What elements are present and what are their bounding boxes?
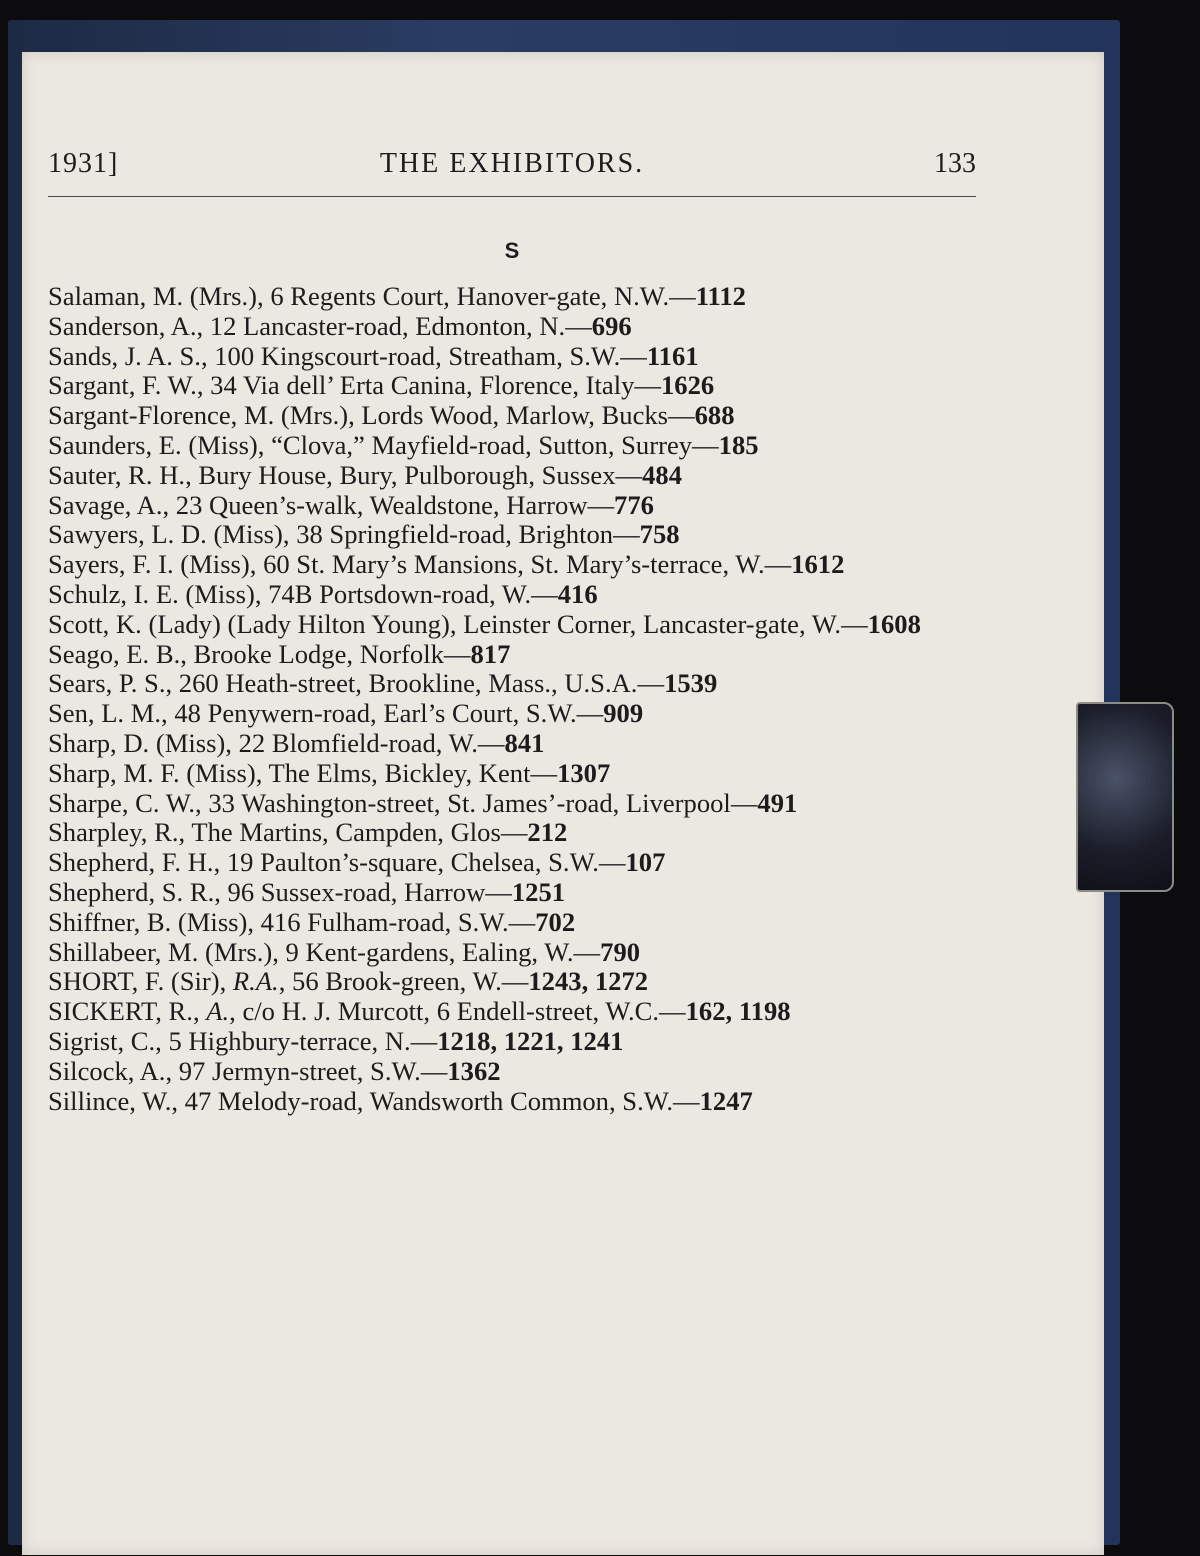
exhibitor-name: Sargant, F. W. [48,370,197,401]
exhibit-numbers: 1251 [511,876,566,907]
exhibitor-address: 416 Fulham-road, S.W. [260,906,509,937]
exhibitor-name: Sharpley, R. [48,817,179,848]
exhibitor-name: Sharp, D. (Miss) [48,727,226,758]
exhibitor-entry: Sharp, M. F. (Miss), The Elms, Bickley, Kent—1307 [48,757,611,788]
exhibitor-address: 260 Heath-street, Brookline, Mass., U.S.A. [178,668,638,699]
exhibit-numbers: 758 [639,519,680,550]
exhibitor-address: 19 Paulton’s-square, Chelsea, S.W. [226,847,599,878]
exhibitor-name: Shepherd, S. R. [48,876,215,907]
exhibitor-address: 56 Brook-green, W. [292,966,502,997]
exhibitor-address: 60 St. Mary’s Mansions, St. Mary’s-terrace, W. [263,549,765,580]
exhibitor-name: Seago, E. B. [48,638,181,669]
exhibitor-entry: Shiffner, B. (Miss), 416 Fulham-road, S.W.—702 [48,906,576,937]
exhibitor-address: Bury House, Bury, Pulborough, Sussex [198,459,616,490]
exhibitor-name: SICKERT, R. [48,996,193,1027]
exhibitor-address: 12 Lancaster-road, Edmonton, N. [209,310,566,341]
exhibitor-entry: Savage, A., 23 Queen’s-walk, Wealdstone, Harrow—776 [48,489,654,520]
exhibitor-name: Sayers, F. I. (Miss) [48,549,250,580]
exhibitor-address: The Martins, Campden, Glos [191,817,501,848]
exhibitor-name: Sharp, M. F. (Miss) [48,757,256,788]
exhibit-numbers: 696 [591,310,632,341]
exhibitor-address: 100 Kingscourt-road, Streatham, S.W. [214,340,621,371]
exhibitor-name: Scott, K. (Lady) (Lady Hilton Young) [48,608,450,639]
exhibit-numbers: 1626 [661,370,715,401]
exhibit-numbers: 107 [625,847,666,878]
exhibitor-entry: Sargant-Florence, M. (Mrs.), Lords Wood, Marlow, Bucks—688 [48,400,735,431]
exhibitor-entry: Sanderson, A., 12 Lancaster-road, Edmonton, N.—696 [48,310,632,341]
exhibitor-entry: SHORT, F. (Sir), R.A., 56 Brook-green, W.—1243, 1272 [48,966,649,997]
exhibit-numbers: 1247 [699,1085,753,1116]
exhibitor-name: Savage, A. [48,489,163,520]
exhibit-numbers: 416 [557,578,598,609]
exhibitor-name: Shillabeer, M. (Mrs.) [48,936,273,967]
exhibitor-entry: Sawyers, L. D. (Miss), 38 Springfield-road, Brighton—758 [48,519,680,550]
exhibitor-entry: Schulz, I. E. (Miss), 74B Portsdown-road, W.—416 [48,578,598,609]
page-number: 133 [934,148,976,179]
section-letter: S [504,238,520,263]
exhibit-numbers: 841 [504,727,545,758]
exhibitor-address: 5 Highbury-terrace, N. [168,1025,411,1056]
exhibitor-name: Sands, J. A. S. [48,340,201,371]
exhibitor-entry: Seago, E. B., Brooke Lodge, Norfolk—817 [48,638,511,669]
exhibitor-name: Sen, L. M. [48,698,162,729]
exhibit-numbers: 1243, 1272 [528,966,649,997]
exhibitor-name: SHORT, F. (Sir) [48,966,220,997]
exhibitor-entry: Sargant, F. W., 34 Via dell’ Erta Canina, Florence, Italy—1626 [48,370,715,401]
exhibitor-honours: A. [206,996,230,1027]
exhibitor-address: The Elms, Bickley, Kent [268,757,531,788]
exhibitor-address: 74B Portsdown-road, W. [268,578,532,609]
exhibitor-name: Sauter, R. H. [48,459,186,490]
exhibit-numbers: 1539 [664,668,718,699]
exhibitor-entry: Sears, P. S., 260 Heath-street, Brookline, Mass., U.S.A.—1539 [48,668,718,699]
exhibitor-address: 47 Melody-road, Wandsworth Common, S.W. [184,1085,674,1116]
exhibitor-entry: Sen, L. M., 48 Penywern-road, Earl’s Court, S.W.—909 [48,698,644,729]
exhibit-numbers: 688 [694,400,735,431]
exhibitor-honours: R.A. [232,966,279,997]
exhibitor-entry: Saunders, E. (Miss), “Clova,” Mayfield-road, Sutton, Surrey—185 [48,429,759,460]
exhibitor-entry: Sigrist, C., 5 Highbury-terrace, N.—1218, 1221, 1241 [48,1025,624,1056]
exhibitor-name: Silcock, A. [48,1055,166,1086]
exhibit-numbers: 1608 [867,608,921,639]
exhibitor-entry: Sillince, W., 47 Melody-road, Wandsworth Common, S.W.—1247 [48,1085,753,1116]
exhibit-numbers: 1161 [646,340,699,371]
exhibit-numbers: 776 [614,489,654,520]
exhibit-numbers: 1112 [695,281,746,311]
exhibit-numbers: 909 [603,698,644,729]
exhibit-numbers: 162, 1198 [685,996,791,1027]
exhibitor-entry: Shillabeer, M. (Mrs.), 9 Kent-gardens, Ealing, W.—790 [48,936,641,967]
exhibitor-entry: Shepherd, F. H., 19 Paulton’s-square, Chelsea, S.W.—107 [48,847,666,878]
exhibitor-address: 34 Via dell’ Erta Canina, Florence, Italy [210,370,635,401]
exhibitor-name: Sawyers, L. D. (Miss) [48,519,283,550]
exhibitor-list [48,282,978,1116]
exhibitor-address: 97 Jermyn-street, S.W. [178,1055,421,1086]
exhibitor-entry: Sharp, D. (Miss), 22 Blomfield-road, W.—841 [48,727,545,758]
exhibitor-name: Sanderson, A. [48,310,197,341]
exhibit-numbers: 817 [470,638,511,669]
exhibit-numbers: 484 [642,459,682,490]
exhibitor-name: Saunders, E. (Miss) [48,429,258,460]
exhibitor-name: Sharpe, C. W. [48,787,196,818]
header-title: THE EXHIBITORS. [379,148,645,179]
exhibitor-entry: Shepherd, S. R., 96 Sussex-road, Harrow—1251 [48,876,566,907]
exhibit-numbers: 1218, 1221, 1241 [437,1025,624,1056]
exhibitor-address: 33 Washington-street, St. James’-road, Liverpool [208,787,731,818]
exhibitor-address: 6 Regents Court, Hanover-gate, N.W. [270,281,670,311]
exhibit-numbers: 1307 [557,757,611,788]
exhibit-numbers: 1612 [791,549,845,580]
exhibitor-address: 48 Penywern-road, Earl’s Court, S.W. [174,698,577,729]
exhibitor-entry: Sands, J. A. S., 100 Kingscourt-road, Streatham, S.W.—1161 [48,340,699,371]
header-rule [48,196,976,197]
exhibitor-address: 23 Queen’s-walk, Wealdstone, Harrow [175,489,588,520]
exhibitor-address: “Clova,” Mayfield-road, Sutton, Surrey [271,429,693,460]
running-header [48,148,976,188]
header-year: 1931] [48,148,119,179]
exhibitor-name: Sigrist, C. [48,1025,156,1056]
exhibitor-address: 38 Springfield-road, Brighton [296,519,614,550]
exhibitor-entry: Sharpley, R., The Martins, Campden, Glos—212 [48,817,568,848]
exhibitor-address: Lords Wood, Marlow, Bucks [361,400,669,431]
exhibitor-name: Sillince, W. [48,1085,172,1116]
exhibit-numbers: 491 [757,787,798,818]
exhibitor-entry: Sauter, R. H., Bury House, Bury, Pulborough, Sussex—484 [48,459,682,490]
exhibitor-address: 96 Sussex-road, Harrow [227,876,486,907]
exhibit-numbers: 702 [535,906,576,937]
exhibitor-address: 22 Blomfield-road, W. [238,727,478,758]
exhibit-numbers: 212 [527,817,568,848]
exhibitor-entry: Sharpe, C. W., 33 Washington-street, St. James’-road, Liverpool—491 [48,787,798,818]
exhibitor-entry: Silcock, A., 97 Jermyn-street, S.W.—1362 [48,1055,501,1086]
exhibitor-name: Schulz, I. E. (Miss) [48,578,255,609]
exhibitor-name: Shiffner, B. (Miss) [48,906,248,937]
exhibitor-entry: Sayers, F. I. (Miss), 60 St. Mary’s Mansions, St. Mary’s-terrace, W.—1612 [48,549,845,580]
exhibit-numbers: 790 [600,936,641,967]
exhibitor-address: c/o H. J. Murcott, 6 Endell-street, W.C. [242,996,660,1027]
exhibitor-entry: SICKERT, R., A., c/o H. J. Murcott, 6 Endell-street, W.C.—162, 1198 [48,996,791,1027]
exhibit-numbers: 1362 [447,1055,501,1086]
exhibitor-name: Sargant-Florence, M. (Mrs.) [48,400,349,431]
exhibitor-address: Leinster Corner, Lancaster-gate, W. [463,608,842,639]
exhibitor-entry: Salaman, M. (Mrs.), 6 Regents Court, Hanover-gate, N.W.—1112 [48,281,746,311]
exhibitor-name: Salaman, M. (Mrs.) [48,281,258,311]
exhibitor-address: 9 Kent-gardens, Ealing, W. [285,936,574,967]
exhibit-numbers: 185 [718,429,759,460]
exhibitor-entry: Scott, K. (Lady) (Lady Hilton Young), Leinster Corner, Lancaster-gate, W.—1608 [48,608,921,639]
page-marker-tab [1076,702,1174,892]
exhibitor-address: Brooke Lodge, Norfolk [193,638,444,669]
exhibitor-name: Sears, P. S. [48,668,166,699]
exhibitor-name: Shepherd, F. H. [48,847,214,878]
